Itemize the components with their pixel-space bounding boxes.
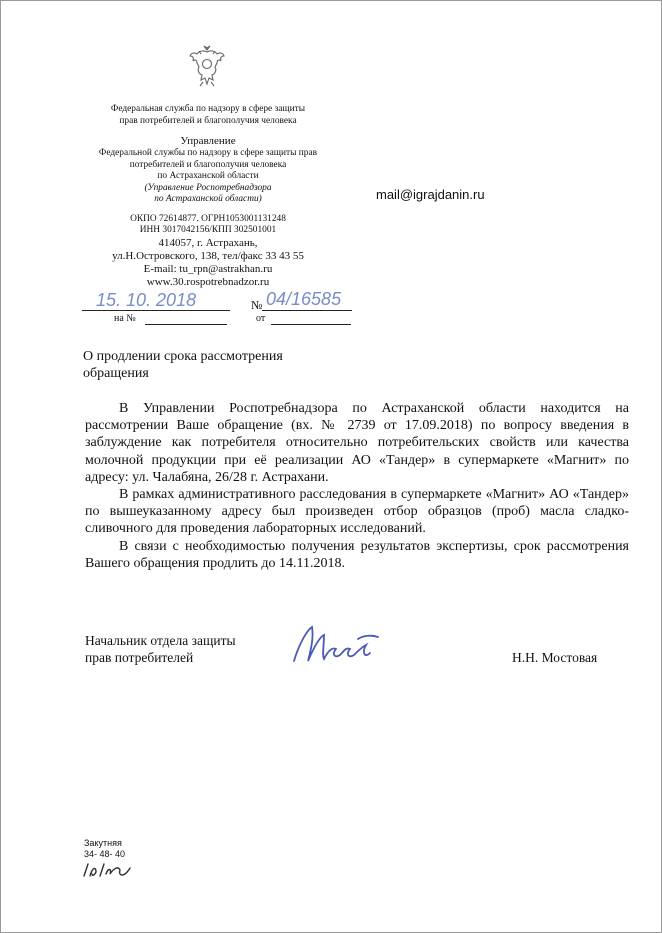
recipient-email: mail@igrajdanin.ru [376, 187, 485, 202]
subject-line: обращения [83, 366, 149, 381]
dept-title: Управление [180, 135, 236, 147]
position-line: Начальник отдела защиты [85, 633, 236, 648]
registry-codes: ИНН 3017042156/КПП 302501001 [139, 225, 277, 235]
on-no-label: на № [114, 313, 136, 324]
body-paragraph: В Управлении Роспотребнадзора по Астраханской области находится на рассмотрении Ваше обращение (вх. № 2739 от 17.09.2018) по вопросу введения в заблуждение как потребителя относительно потребительских свойств или качества молочной продукции при её реализации АО «Тандер» в супермаркете «Магнит» по адресу: ул. Чалабяна, 26/28 г. Астрахани. [85, 401, 629, 485]
short-name-line: (Управление Роспотребнадзора [144, 182, 272, 193]
signer-position [85, 632, 236, 666]
handwritten-number: 04/16585 [266, 289, 342, 309]
on-no-underline [145, 324, 227, 325]
handwritten-note [80, 856, 138, 884]
dept-name-line: потребителей и благополучия человека [129, 159, 287, 170]
postal-address: ул.Н.Островского, 138, тел/факс 33 43 55 [112, 249, 304, 262]
coat-of-arms-emblem [187, 44, 227, 90]
executor-name: Закутняя [84, 838, 122, 848]
number-underline [262, 310, 352, 311]
body-paragraph: В связи с необходимостью получения результатов экспертизы, срок рассмотрения Вашего обращения продлить до 14.11.2018. [85, 538, 629, 571]
postal-address: 414057, г. Астрахань, [158, 236, 258, 249]
agency-name-line: Федеральная служба по надзору в сфере защиты [110, 104, 306, 114]
from-underline [271, 324, 351, 325]
from-label: от [256, 313, 266, 324]
short-name-line: по Астраханской области) [154, 194, 262, 204]
agency-website: www.30.rospotrebnadzor.ru [146, 275, 270, 288]
subject-line: О продлении срока рассмотрения [83, 349, 283, 364]
body-paragraph: В рамках административного расследования в супермаркете «Магнит» АО «Тандер» по вышеуказанному адресу был произведен отбор образцов (проб) масла сладко-сливочного для проведения лабораторных исследований. [85, 487, 629, 537]
letter-body [85, 400, 629, 572]
date-underline [82, 310, 230, 311]
executor-phone: 34- 48- 40 [84, 849, 126, 859]
agency-name-line: прав потребителей и благополучия человека [119, 115, 297, 126]
signer-name: Н.Н. Мостовая [512, 650, 598, 665]
handwritten-date: 15. 10. 2018 [96, 290, 197, 310]
dept-name-line: по Астраханской области [157, 171, 259, 181]
handwritten-signature [288, 617, 380, 673]
agency-email: E-mail: tu_rpn@astrakhan.ru [143, 262, 273, 275]
dept-name-line: Федеральной службы по надзору в сфере защиты прав [98, 148, 318, 158]
registry-codes: ОКПО 72614877. ОГРН1053001131248 [130, 213, 286, 224]
agency-header [80, 104, 336, 289]
letter-subject [83, 348, 283, 382]
number-sign: № [251, 298, 263, 312]
position-line: прав потребителей [85, 650, 194, 665]
